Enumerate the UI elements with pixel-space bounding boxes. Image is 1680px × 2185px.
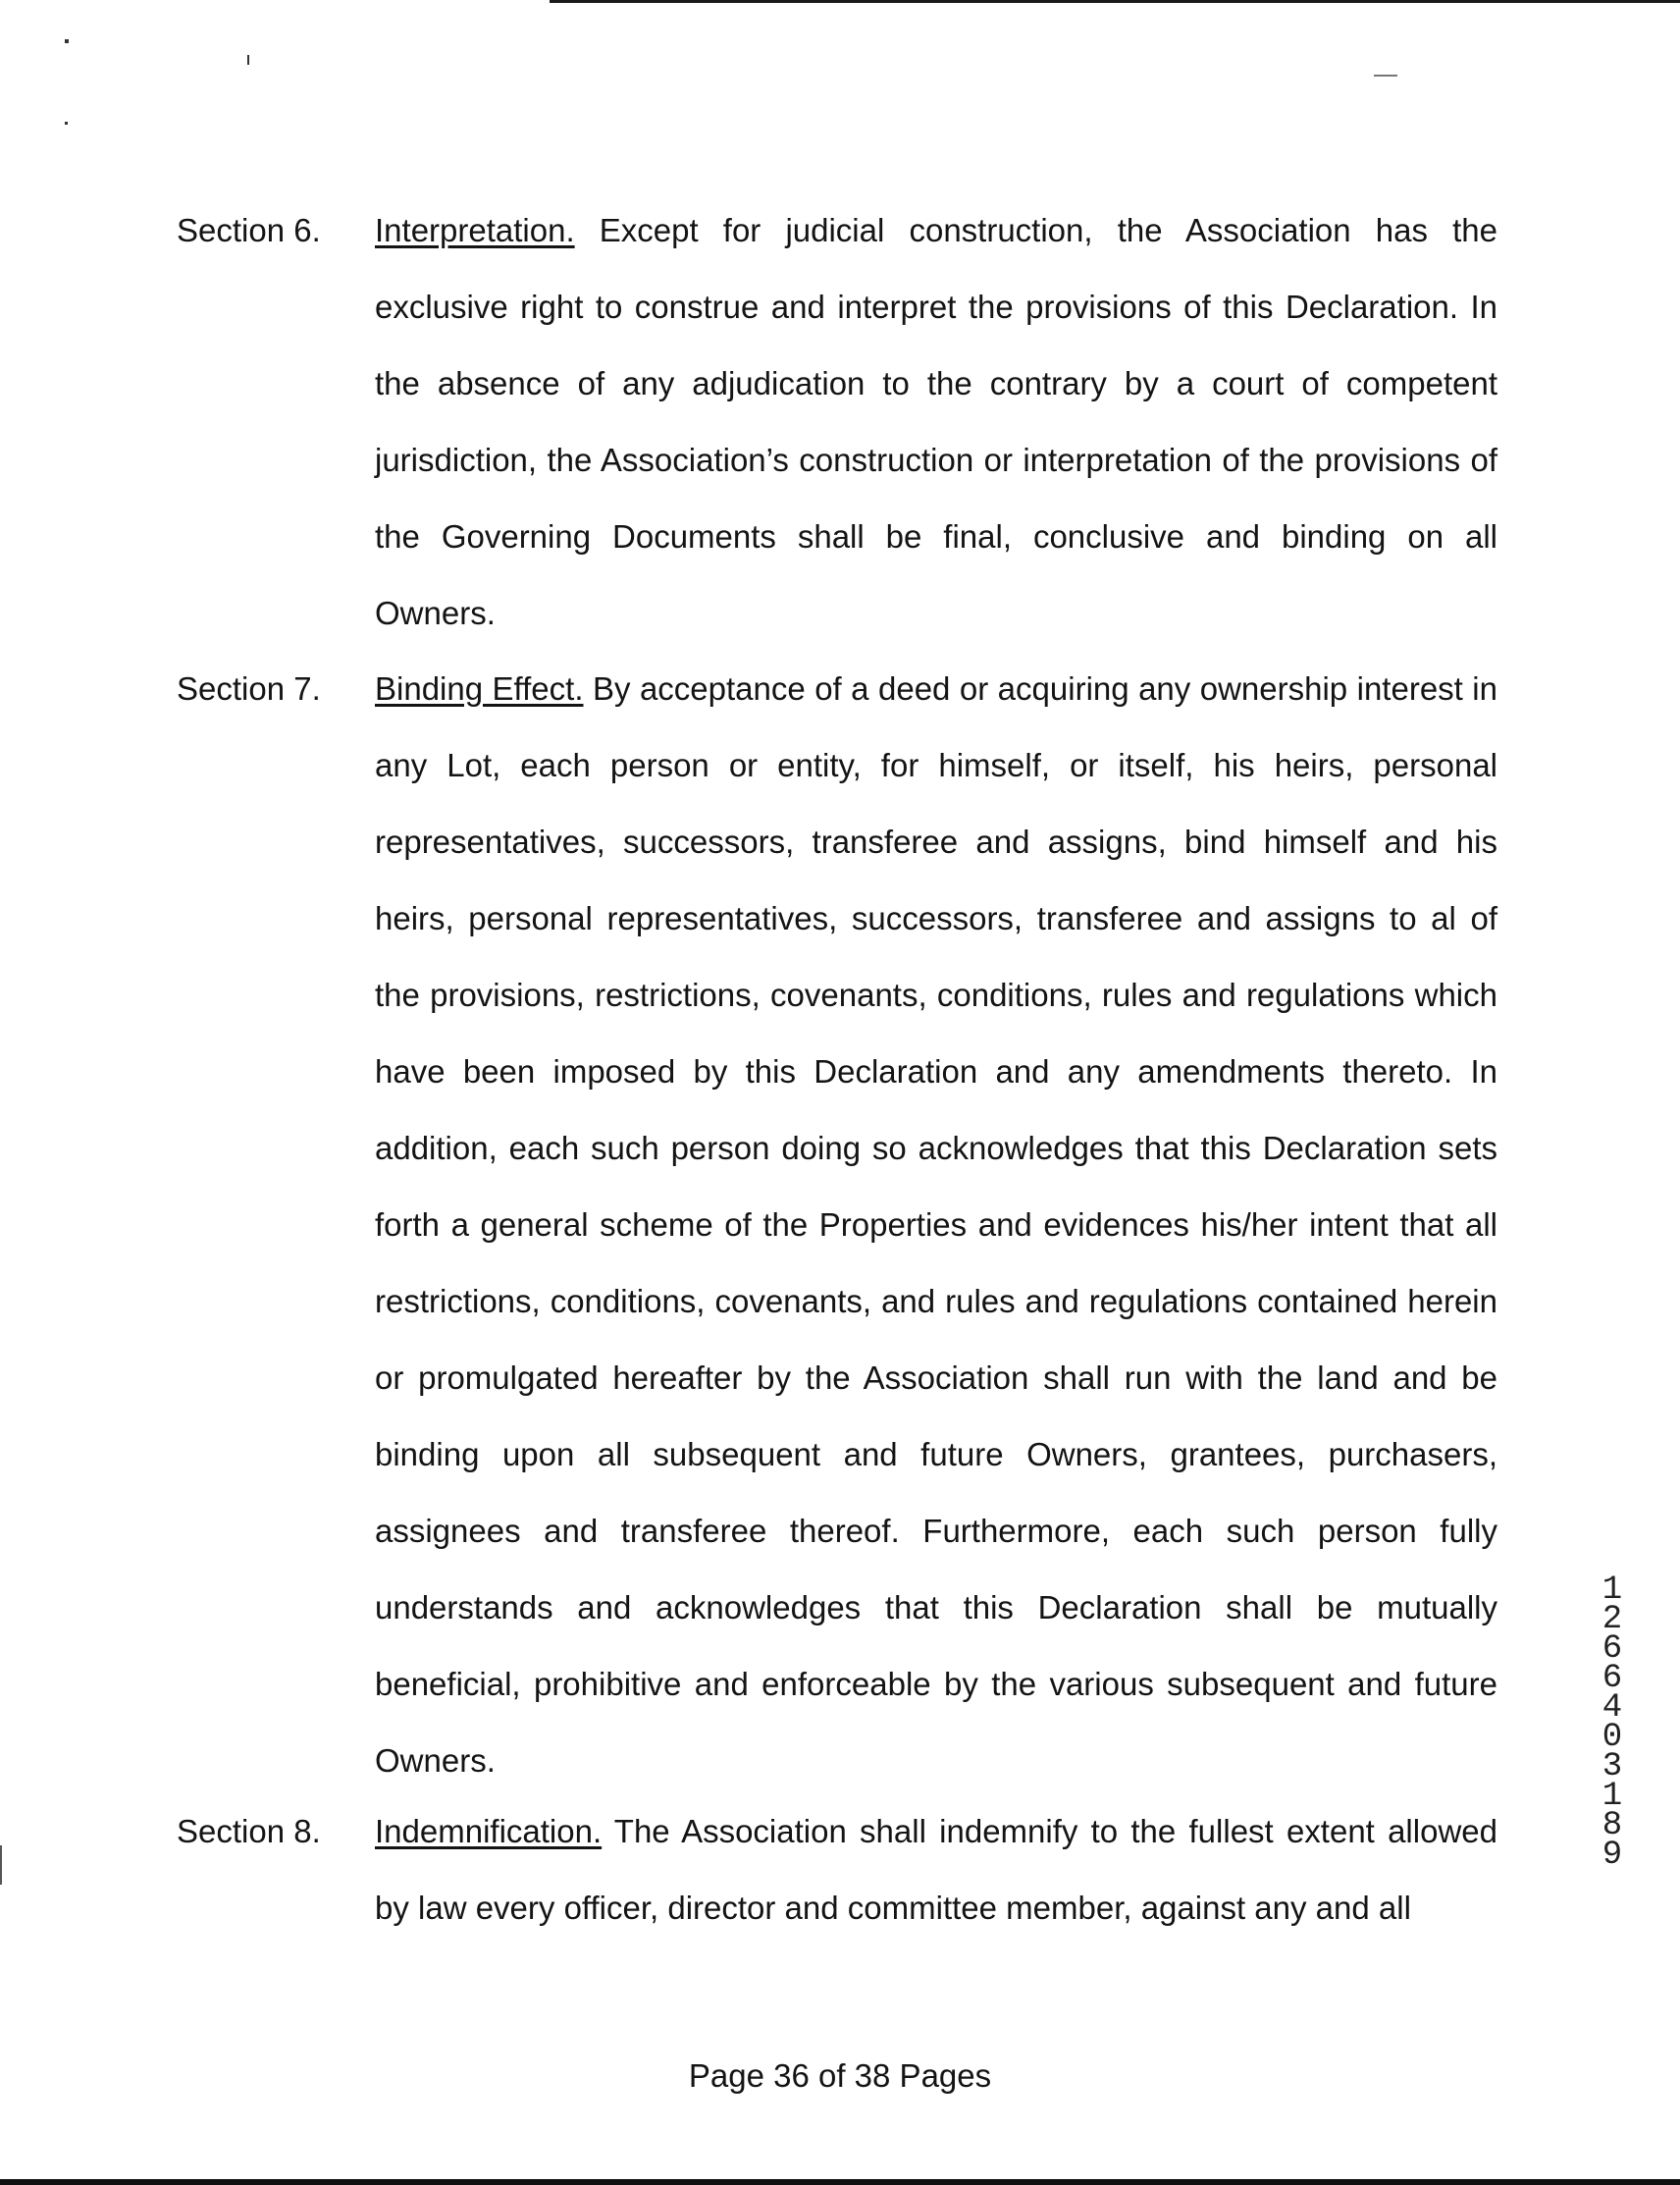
section-body (375, 192, 1497, 652)
section-label: Section 6. (177, 212, 321, 248)
scan-speck (65, 39, 69, 43)
scan-bottom-border (0, 2179, 1680, 2185)
scan-speck (247, 55, 249, 65)
book-page-stamp: 12664 03189 (1601, 1572, 1623, 1874)
scan-speck (1374, 75, 1397, 77)
scan-speck (65, 122, 68, 125)
section-body (375, 1793, 1497, 1946)
scan-speck (0, 1845, 2, 1885)
section-text: Except for judicial construction, the Association has the exclusive right to construe and interpret the provisions of this Declaration. In the absence of any adjudication to the contrary by a court of competent jurisdiction, the Association’s construction or interpretation of the provisions of the Governing Documents shall be final, conclusive and binding on all Owners. (375, 212, 1497, 631)
section-body (375, 651, 1497, 1799)
page-footer: Page 36 of 38 Pages (688, 2057, 992, 2094)
section-heading: Indemnification. (375, 1813, 603, 1849)
section-heading: Interpretation. (375, 212, 575, 248)
section-text: By acceptance of a deed or acquiring any ownership interest in any Lot, each person or entity, for himself, or itself, his heirs, personal representatives, successors, transferee and assigns, bind himself and his heirs, personal representatives, successors, transferee and assigns to al of the provisions, restrictions, covenants, conditions, rules and regulations which have been imposed by this Declaration and any amendments thereto. In addition, each such person doing so acknowledges that this Declaration sets forth a general scheme of the Properties and evidences his/her intent that all restrictions, conditions, covenants, and rules and regulations contained herein or promulgated hereafter by the Association shall run with the land and be binding upon all subsequent and future Owners, grantees, purchasers, assignees and transferee thereof. Furthermore, each such person fully understands and acknowledges that this Declaration shall be mutually beneficial, prohibitive and enforceable by the various subsequent and future Owners. (375, 670, 1497, 1779)
section-heading: Binding Effect. (375, 670, 584, 707)
section-label: Section 8. (177, 1813, 321, 1849)
section-text: The Association shall indemnify to the fullest extent allowed by law every officer, director and committee member, against any and all (375, 1813, 1497, 1926)
section-label: Section 7. (177, 670, 321, 707)
scan-top-border (550, 0, 1680, 3)
